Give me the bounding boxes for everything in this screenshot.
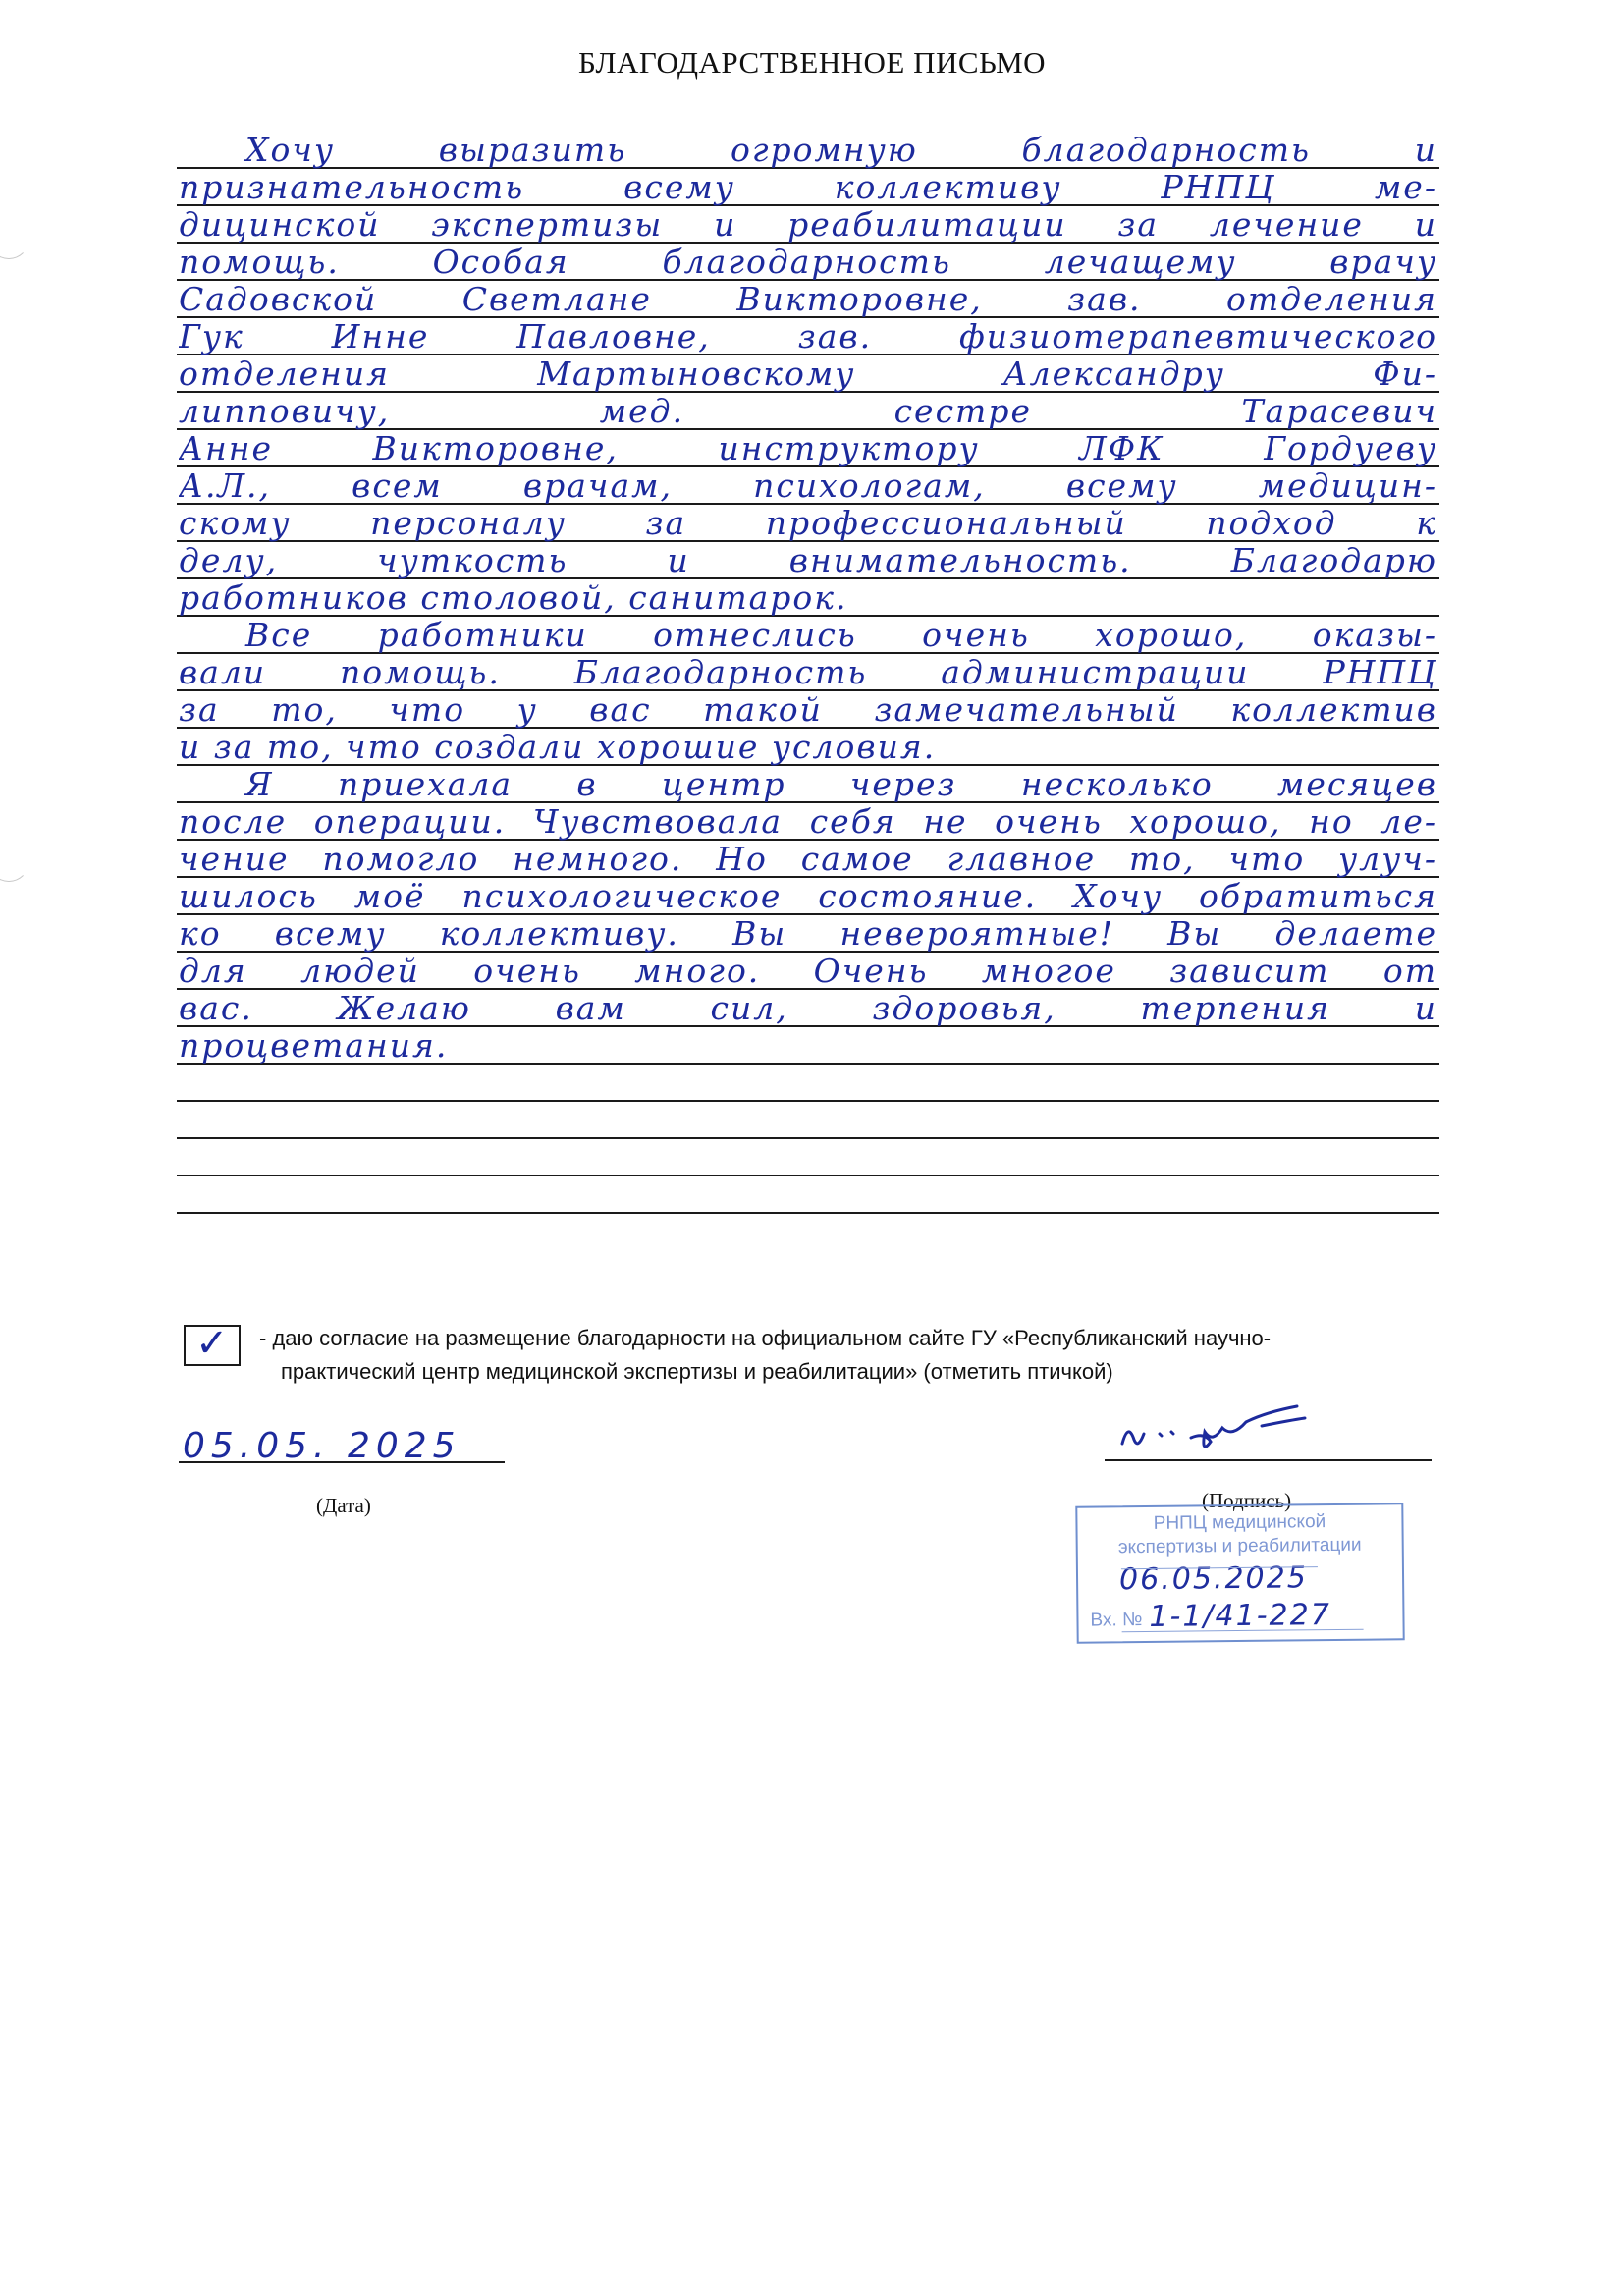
signature-caption: (Подпись) xyxy=(1202,1489,1292,1512)
date-line xyxy=(179,1461,505,1463)
handwritten-line: дицинской экспертизы и реабилитации за лечение и xyxy=(179,206,1437,244)
handwritten-line: для людей очень много. Очень многое зависит от xyxy=(179,953,1437,990)
handwritten-line: Садовской Светлане Викторовне, зав. отделения xyxy=(179,281,1437,318)
handwritten-line: за то, что у вас такой замечательный коллектив xyxy=(179,691,1437,729)
handwritten-line: процветания. xyxy=(179,1027,449,1065)
consent-line-1: - даю согласие на размещение благодарности на официальном сайте ГУ «Республиканский научно- xyxy=(259,1326,1272,1350)
consent-line-2: практический центр медицинской экспертизы и реабилитации» (отметить птичкой) xyxy=(281,1359,1113,1384)
date-value: 05.05. 2025 xyxy=(183,1426,461,1466)
handwritten-line: Я приехала в центр через несколько месяцев xyxy=(245,766,1437,803)
handwritten-line: вас. Желаю вам сил, здоровья, терпения и xyxy=(179,990,1437,1027)
ruled-line xyxy=(177,1100,1439,1102)
ruled-line xyxy=(177,1137,1439,1139)
signature-line xyxy=(1105,1459,1432,1461)
registration-stamp xyxy=(1075,1503,1404,1643)
handwritten-line: после операции. Чувствовала себя не очень хорошо, но ле- xyxy=(179,803,1437,841)
stamp-line-2: экспертизы и реабилитации xyxy=(1117,1534,1362,1558)
handwritten-line: Гук Инне Павловне, зав. физиотерапевтического xyxy=(179,318,1437,355)
handwritten-line: Хочу выразить огромную благодарность и xyxy=(245,132,1437,169)
consent-checkbox[interactable] xyxy=(184,1321,241,1366)
stamp-date: 06.05.2025 xyxy=(1118,1560,1309,1598)
stamp-number-label: Вх. № xyxy=(1090,1610,1143,1631)
handwritten-line: Анне Викторовне, инструктору ЛФК Гордуеву xyxy=(179,430,1437,467)
page-title: БЛАГОДАРСТВЕННОЕ ПИСЬМО xyxy=(577,45,1047,80)
handwritten-line: А.Л., всем врачам, психологам, всему медицин- xyxy=(179,467,1437,505)
stamp-line-1: РНПЦ медицинской xyxy=(1153,1511,1326,1534)
handwritten-line: Все работники отнеслись очень хорошо, оказы- xyxy=(245,617,1437,654)
punch-hole-bottom xyxy=(0,841,29,882)
date-caption: (Дата) xyxy=(316,1494,371,1517)
handwritten-line: чение помогло немного. Но самое главное то, что улуч- xyxy=(179,841,1437,878)
handwritten-line: скому персоналу за профессиональный подход к xyxy=(179,505,1437,542)
handwritten-line: ко всему коллективу. Вы невероятные! Вы делаете xyxy=(179,915,1437,953)
handwritten-line: вали помощь. Благодарность администрации РНПЦ xyxy=(179,654,1437,691)
consent-text xyxy=(259,1322,1467,1389)
handwritten-line: признательность всему коллективу РНПЦ ме- xyxy=(179,169,1437,206)
stamp-number: 1-1/41-227 xyxy=(1149,1598,1332,1634)
handwritten-line: липповичу, мед. сестре Тарасевич xyxy=(179,393,1437,430)
checkmark-icon: ✓ xyxy=(195,1321,229,1366)
handwritten-line: помощь. Особая благодарность лечащему врачу xyxy=(179,244,1437,281)
handwritten-line: работников столовой, санитарок. xyxy=(179,579,848,617)
punch-hole-top xyxy=(0,218,29,259)
ruled-line xyxy=(177,1175,1439,1176)
handwritten-line: шилось моё психологическое состояние. Хочу обратиться xyxy=(179,878,1437,915)
handwritten-line: делу, чуткость и внимательность. Благодарю xyxy=(179,542,1437,579)
ruled-line xyxy=(177,1212,1439,1214)
signature-mark xyxy=(1114,1404,1340,1463)
handwritten-line: и за то, что создали хорошие условия. xyxy=(179,729,937,766)
handwritten-line: отделения Мартыновскому Александру Фи- xyxy=(179,355,1437,393)
